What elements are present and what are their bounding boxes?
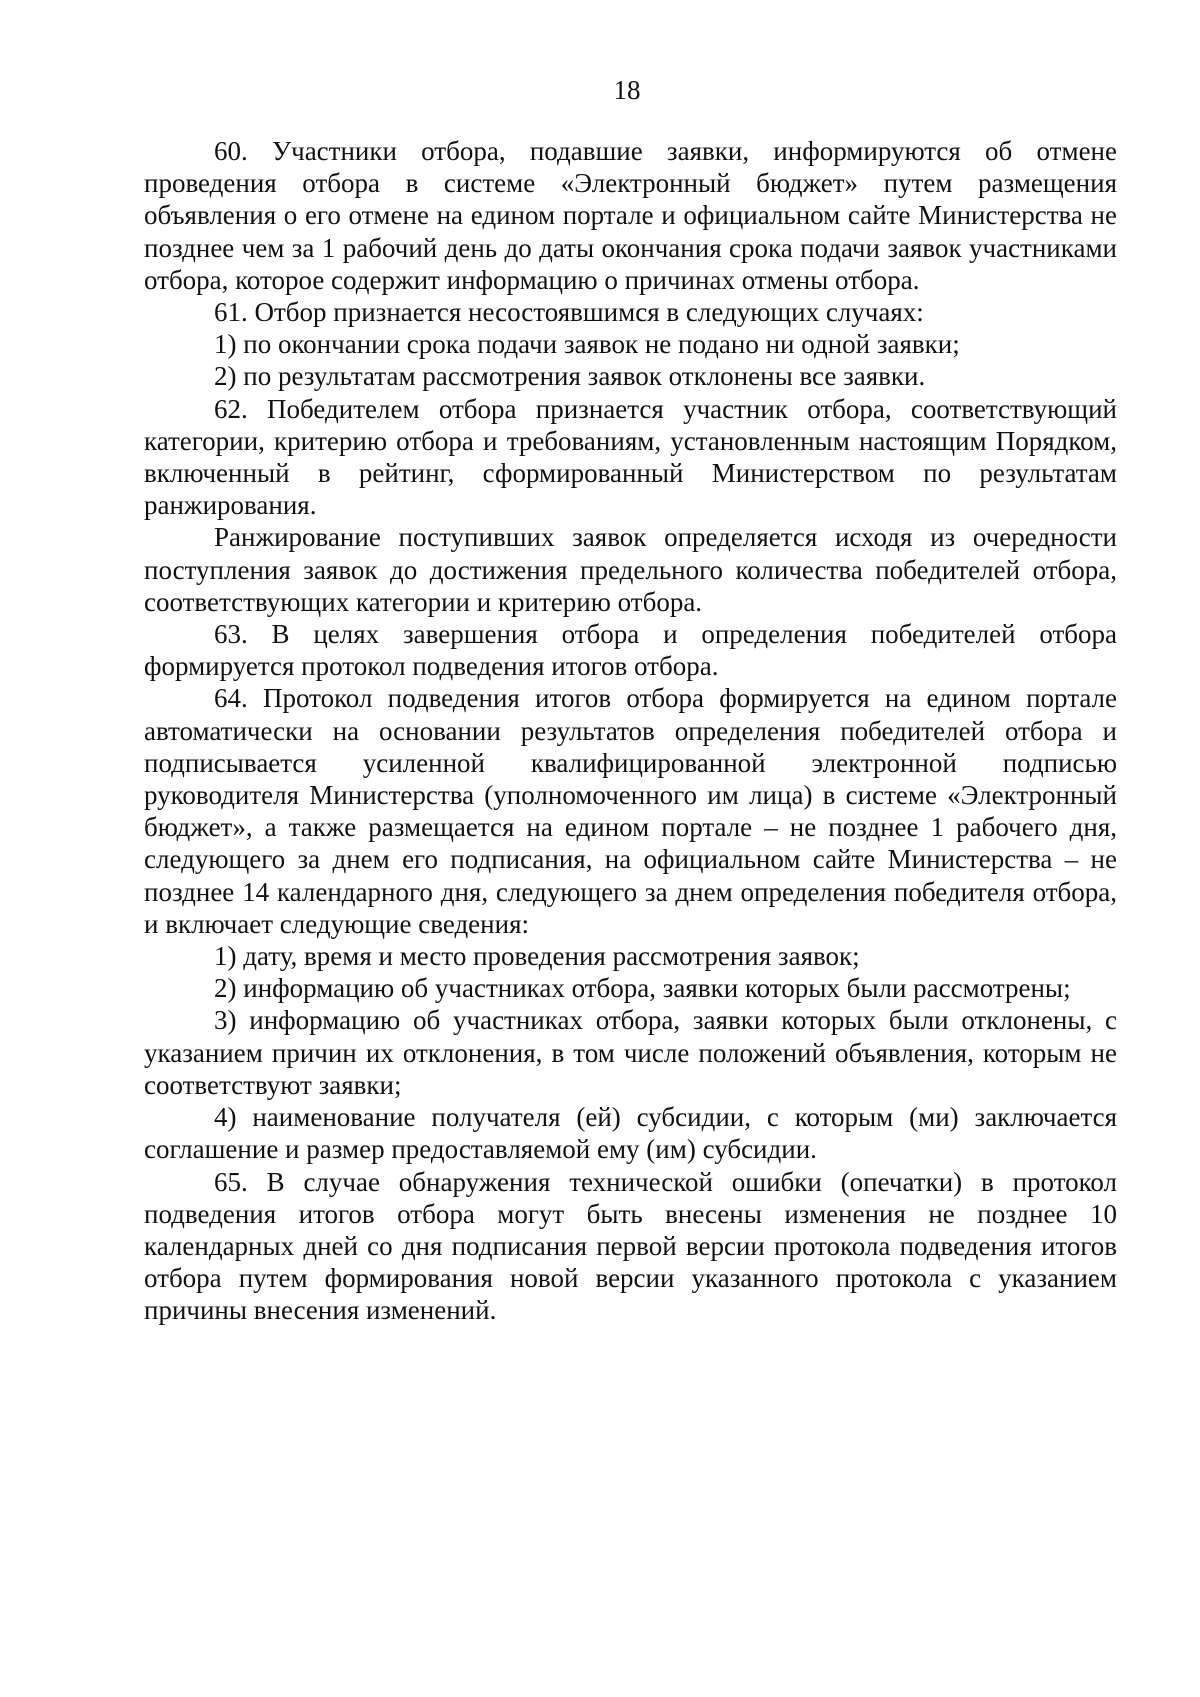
paragraph-63: 63. В целях завершения отбора и определения победителей отбора формируется протокол подведения итогов отбора. [144,619,1117,682]
paragraph-64-item-2: 2) информацию об участниках отбора, заявки которых были рассмотрены; [214,973,1071,1004]
paragraph-64-item-4: 4) наименование получателя (ей) субсидии, с которым (ми) заключается соглашение и размер предоставляемой ему (им) субсидии. [144,1102,1117,1165]
paragraph-64: 64. Протокол подведения итогов отбора формируется на едином портале автоматически на основании результатов определения победителей отбора и подписывается усиленной квалифицированной электронной подписью руководителя Министерства (уполномоченного им лица) в системе «Электронный бюджет», а также размещается на едином портале – не позднее 1 рабочего дня, следующего за днем его подписания, на официальном сайте Министерства – не позднее 14 календарного дня, следующего за днем определения победителя отбора, и включает следующие сведения: [144,683,1117,939]
paragraph-61: 61. Отбор признается несостоявшимся в следующих случаях: [214,297,924,328]
paragraph-65: 65. В случае обнаружения технической ошибки (опечатки) в протокол подведения итогов отбора могут быть внесены изменения не позднее 10 календарных дней со дня подписания первой версии протокола подведения итогов отбора путем формирования новой версии указанного протокола с указанием причины внесения изменений. [144,1166,1117,1326]
paragraph-61-item-2: 2) по результатам рассмотрения заявок отклонены все заявки. [214,361,926,392]
paragraph-64-item-1: 1) дату, время и место проведения рассмотрения заявок; [214,941,860,972]
paragraph-61-item-1: 1) по окончании срока подачи заявок не подано ни одной заявки; [214,329,960,360]
paragraph-62: 62. Победителем отбора признается участник отбора, соответствующий категории, критерию отбора и требованиям, установленным настоящим Порядком, включенный в рейтинг, сформированный Министерством по результатам ранжирования. [144,393,1117,521]
page-number: 18 [613,75,641,105]
paragraph-60: 60. Участники отбора, подавшие заявки, информируются об отмене проведения отбора в системе «Электронный бюджет» путем размещения объявления о его отмене на едином портале и официальном сайте Министерства не позднее чем за 1 рабочий день до даты окончания срока подачи заявок участниками отбора, которое содержит информацию о причинах отмены отбора. [144,136,1117,295]
document-body [144,135,1117,1327]
paragraph-64-item-3: 3) информацию об участниках отбора, заявки которых были отклонены, с указанием причин их отклонения, в том числе положений объявления, которым не соответствуют заявки; [144,1005,1117,1100]
paragraph-62-ranking: Ранжирование поступивших заявок определяется исходя из очередности поступления заявок до достижения предельного количества победителей отбора, соответствующих категории и критерию отбора. [144,522,1117,617]
